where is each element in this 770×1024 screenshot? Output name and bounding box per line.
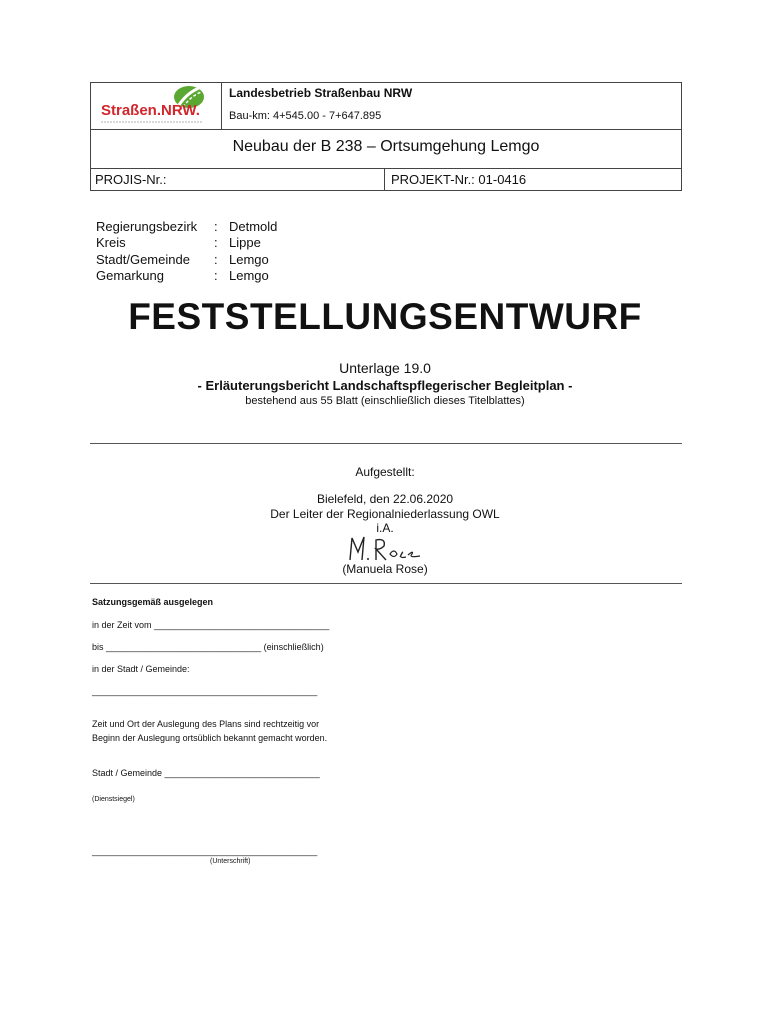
location-label: Gemarkung [96,268,164,283]
location-colon: : [214,268,218,283]
document-title: FESTSTELLUNGSENTWURF [128,296,642,337]
separator-line [90,443,682,444]
satzung-heading: Satzungsgemäß ausgelegen [92,597,214,607]
bis-line: bis _______________________________ (einschließlich) [92,642,324,652]
document-subtitle: - Erläuterungsbericht Landschaftspflegerischer Begleitplan - [197,378,573,393]
ia-label: i.A. [376,521,394,535]
location-colon: : [214,235,218,250]
location-label: Stadt/Gemeinde [96,252,190,267]
place-date: Bielefeld, den 22.06.2020 [316,492,454,506]
auslegung-note: Zeit und Ort der Auslegung des Plans sind rechtzeitig vor [92,719,320,729]
header-row-divider [91,168,681,169]
signer-name: (Manuela Rose) [342,562,428,576]
stadt-gemeinde-blank: _____________________________________________ [92,686,318,696]
project-title: Neubau der B 238 – Ortsumgehung Lemgo [232,138,540,155]
separator-line [90,583,682,584]
projis-number: PROJIS-Nr.: [95,172,167,187]
header-box [90,82,682,191]
stadt-gemeinde-line: Stadt / Gemeinde _______________________________ [92,768,320,778]
stadt-gemeinde-label: in der Stadt / Gemeinde: [92,664,190,674]
unterschrift-label: (Unterschrift) [210,858,251,865]
location-colon: : [214,219,218,234]
signer-role: Der Leiter der Regionalniederlassung OWL [270,507,500,521]
auslegung-note: Beginn der Auslegung ortsüblich bekannt gemacht worden. [92,733,328,743]
dienstsiegel-label: (Dienstsiegel) [92,796,135,803]
sheet-count: bestehend aus 55 Blatt (einschließlich dieses Titelblattes) [245,395,525,407]
header-row-divider [91,129,681,130]
location-colon: : [214,252,218,267]
location-value: Lippe [229,235,261,250]
logo-cell [91,83,222,129]
logo-text: Straßen.NRW. [101,102,200,119]
location-label: Kreis [96,235,126,250]
baukm-range: Bau-km: 4+545.00 - 7+647.895 [229,110,382,122]
location-label: Regierungsbezirk [96,219,198,234]
signature-blank: _____________________________________________ [92,846,318,856]
unterlage-number: Unterlage 19.0 [339,360,431,376]
header-cell-divider [384,168,385,191]
projekt-number: PROJEKT-Nr.: 01-0416 [391,172,527,187]
location-value: Lemgo [229,268,269,283]
strassen-nrw-logo [91,83,221,129]
zeit-vom-line: in der Zeit vom ___________________________________ [92,620,330,630]
handwritten-signature [340,532,430,564]
location-value: Lemgo [229,252,269,267]
location-value: Detmold [229,219,278,234]
aufgestellt-label: Aufgestellt: [355,465,415,479]
agency-name: Landesbetrieb Straßenbau NRW [229,86,413,100]
